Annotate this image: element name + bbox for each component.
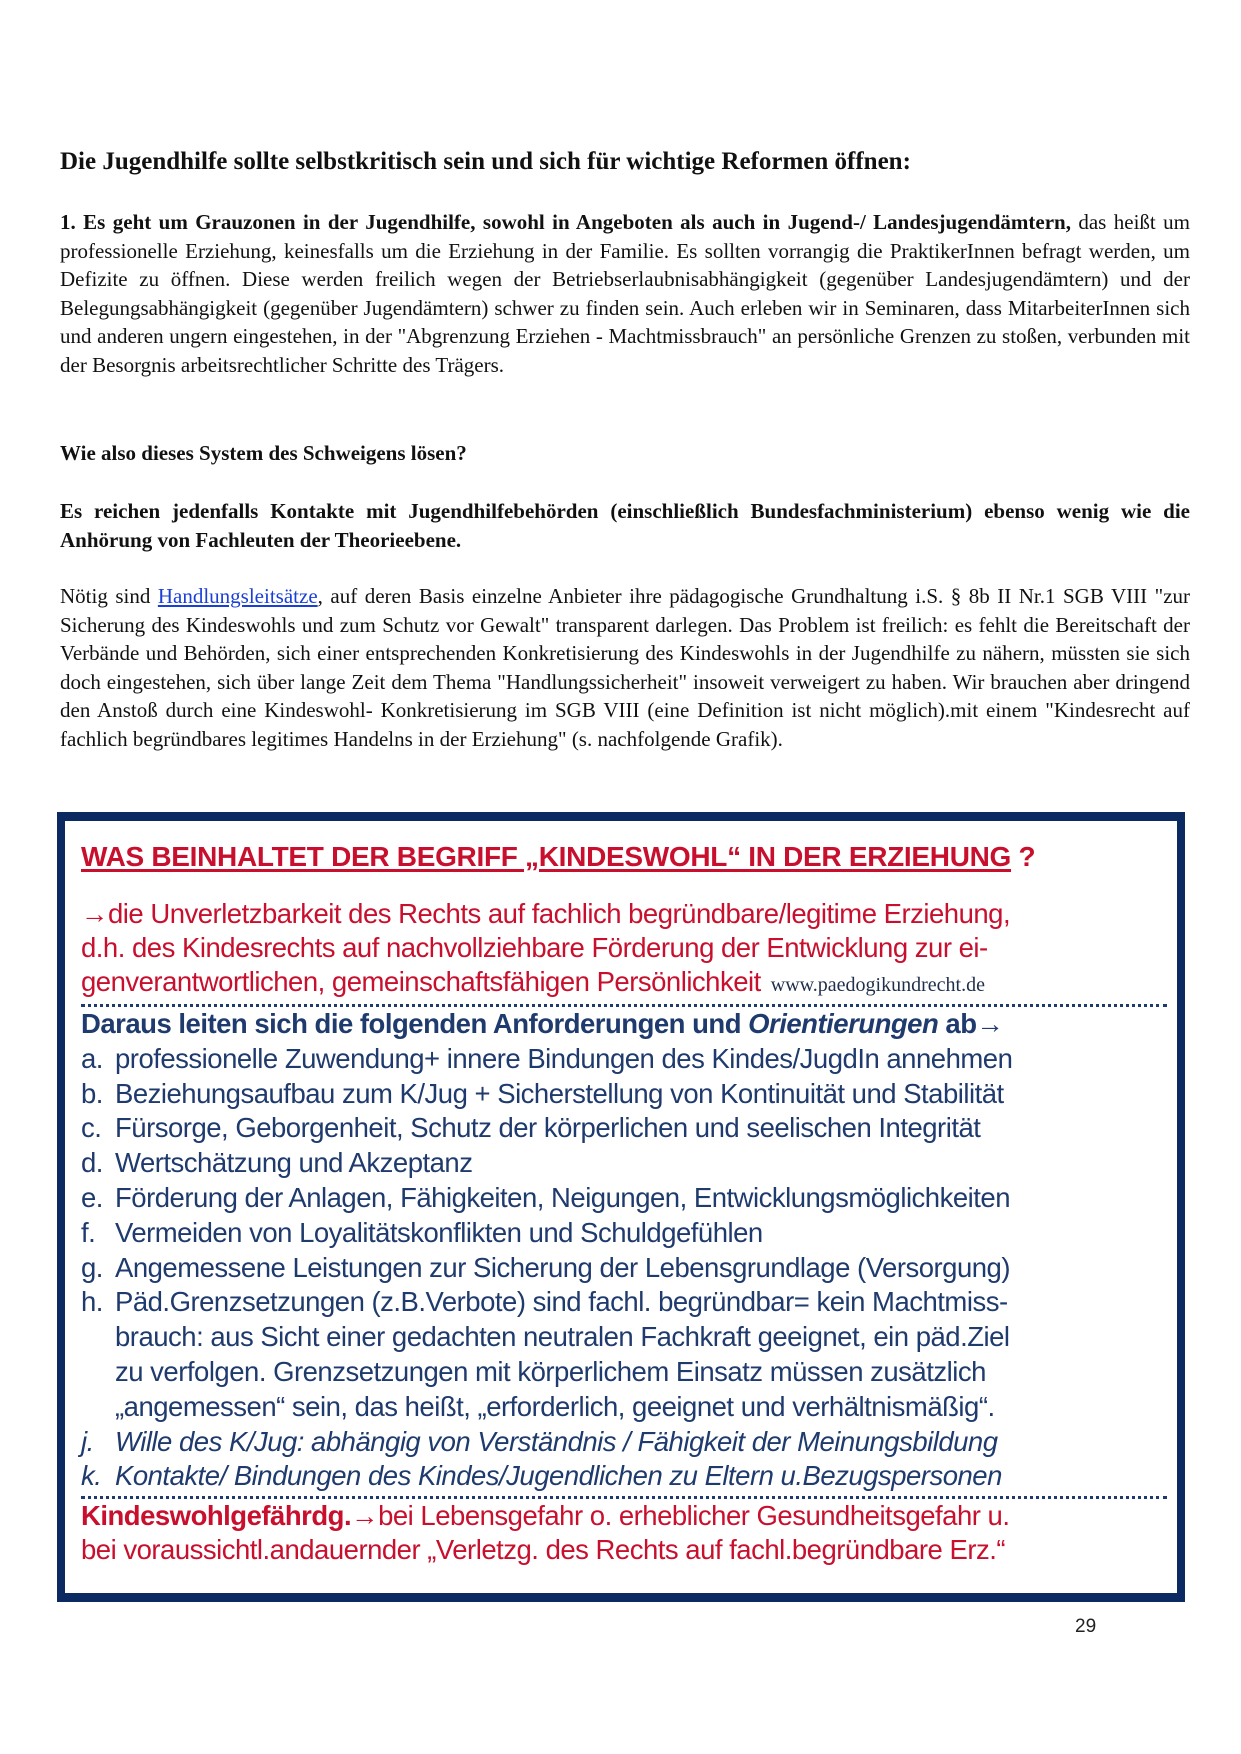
- paragraph-text: Nötig sind: [60, 584, 158, 608]
- item-text: Vermeiden von Loyalitätskonflikten und Schuldgefühlen: [115, 1216, 763, 1248]
- graphic-title-mark: ?: [1011, 841, 1036, 872]
- item-text: professionelle Zuwendung+ innere Bindungen des Kindes/JugdIn annehmen: [115, 1042, 1013, 1074]
- item-label: d.: [81, 1147, 103, 1179]
- list-item: [81, 1216, 1167, 1251]
- emphasis-paragraph: Es reichen jedenfalls Kontakte mit Jugendhilfebehörden (einschließlich Bundesfachministerium) ebenso wenig wie die Anhörung von Fachleuten der Theorieebene.: [60, 499, 1190, 552]
- item-continuation: zu verfolgen. Grenzsetzungen mit körperlichem Einsatz müssen zusätzlich: [115, 1355, 986, 1387]
- intro-line: [81, 965, 1167, 1002]
- item-text: Beziehungsaufbau zum K/Jug + Sicherstellung von Kontinuität und Stabilität: [115, 1077, 1004, 1109]
- derived-heading-emph: Orientierungen: [748, 1008, 939, 1039]
- endangerment-term: Kindeswohlgefährdg.: [81, 1500, 352, 1532]
- page-heading: Die Jugendhilfe sollte selbstkritisch sein und sich für wichtige Reformen öffnen:: [60, 148, 911, 175]
- list-item: [81, 1077, 1167, 1112]
- item-text: Wertschätzung und Akzeptanz: [115, 1147, 473, 1179]
- graphic-title-text: WAS BEINHALTET DER BEGRIFF „KINDESWOHL“ IN DER ERZIEHUNG: [81, 841, 1012, 872]
- intro-line: →die Unverletzbarkeit des Rechts auf fachlich begründbare/legitime Erziehung,: [81, 898, 1011, 929]
- list-item: [81, 1146, 1167, 1181]
- paragraph-body: das heißt um professionelle Erziehung, keinesfalls um die Erziehung in der Familie. Es sollten vorrangig die PraktikerInnen befragt werden, um Defizite zu öffnen. Diese werden freilich wegen der Betriebserlaubnisabhängigkeit (gegenüber Landesjugendämtern) und der Belegungsabhängigkeit (gegenüber Jugendämtern) schwer zu finden sein. Auch erleben wir in Seminaren, dass MitarbeiterInnen sich und anderen ungern eingestehen, in der "Abgrenzung Erziehen - Machtmissbrauch" an persönliche Grenzen zu stoßen, verbunden mit der Besorgnis arbeitsrechtlicher Schritte des Trägers.: [60, 210, 1190, 377]
- derived-heading-part: ab→: [938, 1008, 1004, 1039]
- endangerment-line: [81, 1499, 1167, 1533]
- question-line: Wie also dieses System des Schweigens lösen?: [60, 441, 467, 465]
- item-text: Fürsorge, Geborgenheit, Schutz der körperlichen und seelischen Integrität: [115, 1112, 981, 1144]
- intro-line-text: genverantwortlichen, gemeinschaftsfähigen Persönlichkeit: [81, 966, 761, 997]
- intro-line: d.h. des Kindesrechts auf nachvollziehbare Förderung der Entwicklung zur ei-: [81, 932, 988, 963]
- item-label: g.: [81, 1251, 103, 1283]
- graphic-panel: [65, 821, 1177, 1593]
- endangerment-text: →bei Lebensgefahr o. erheblicher Gesundheitsgefahr u.: [351, 1500, 1010, 1532]
- item-label: h.: [81, 1286, 103, 1318]
- list-item: [81, 1251, 1167, 1286]
- website-url: www.paedogikundrecht.de: [770, 974, 985, 996]
- item-label: e.: [81, 1181, 103, 1213]
- list-item: [81, 1181, 1167, 1216]
- page-number: 29: [1075, 1616, 1097, 1637]
- paragraph-grey-zones: [60, 208, 1190, 379]
- paragraph-lead: 1. Es geht um Grauzonen in der Jugendhilfe, sowohl in Angeboten als auch in Jugend-/ Landesjugendämtern,: [60, 210, 1071, 234]
- list-item: [81, 1425, 1167, 1460]
- derived-heading: [81, 1007, 1167, 1042]
- item-label: a.: [81, 1042, 103, 1074]
- item-continuation: brauch: aus Sicht einer gedachten neutralen Fachkraft geeignet, ein päd.Ziel: [115, 1321, 1010, 1353]
- item-label: b.: [81, 1077, 103, 1109]
- item-label: c.: [81, 1112, 102, 1144]
- list-item: [81, 1459, 1167, 1494]
- graphic-title: [81, 841, 1167, 873]
- list-item: [81, 1111, 1167, 1146]
- paragraph-text: , auf deren Basis einzelne Anbieter ihre pädagogische Grundhaltung i.S. § 8b II Nr.1 SGB VIII "zur Sicherung des Kindeswohls und zum Schutz vor Gewalt" transparent darlegen. Das Problem ist freilich: es fehlt die Bereitschaft der Verbände und Behörden, sich einer entsprechenden Konkretisierung des Kindeswohls in der Jugendhilfe zu nähern, müssten sie sich doch eingestehen, sich über lange Zeit dem Thema "Handlungssicherheit" insoweit verweigert zu haben. Wir brauchen aber dringend den Anstoß durch eine Kindeswohl- Konkretisierung im SGB VIII (eine Definition ist nicht möglich).mit einem "Kindesrecht auf fachlich begründbares legitimes Handelns in der Erziehung" (s. nachfolgende Grafik).: [60, 584, 1191, 751]
- list-item: [81, 1042, 1167, 1077]
- item-label: f.: [81, 1216, 96, 1248]
- list-item-h: [81, 1285, 1167, 1320]
- item-text: Angemessene Leistungen zur Sicherung der Lebensgrundlage (Versorgung): [115, 1251, 1011, 1283]
- endangerment-line: bei voraussichtl.andauernder „Verletzg. des Rechts auf fachl.begründbare Erz.“: [81, 1534, 1006, 1566]
- paragraph-guidelines: [60, 582, 1190, 753]
- item-label: j.: [81, 1425, 94, 1457]
- child-welfare-graphic: [57, 812, 1185, 1602]
- item-text: Kontakte/ Bindungen des Kindes/Jugendlichen zu Eltern u.Bezugspersonen: [115, 1460, 1002, 1492]
- item-text: Päd.Grenzsetzungen (z.B.Verbote) sind fachl. begründbar= kein Machtmiss-: [115, 1286, 1008, 1318]
- item-continuation: „angemessen“ sein, das heißt, „erforderlich, geeignet und verhältnismäßig“.: [115, 1390, 995, 1422]
- guidelines-link[interactable]: Handlungsleitsätze: [157, 584, 318, 608]
- item-text: Förderung der Anlagen, Fähigkeiten, Neigungen, Entwicklungsmöglichkeiten: [115, 1181, 1010, 1213]
- item-text: Wille des K/Jug: abhängig von Verständnis / Fähigkeit der Meinungsbildung: [115, 1425, 998, 1457]
- derived-heading-part: Daraus leiten sich die folgenden Anforderungen und: [81, 1008, 749, 1039]
- item-label: k.: [81, 1460, 102, 1492]
